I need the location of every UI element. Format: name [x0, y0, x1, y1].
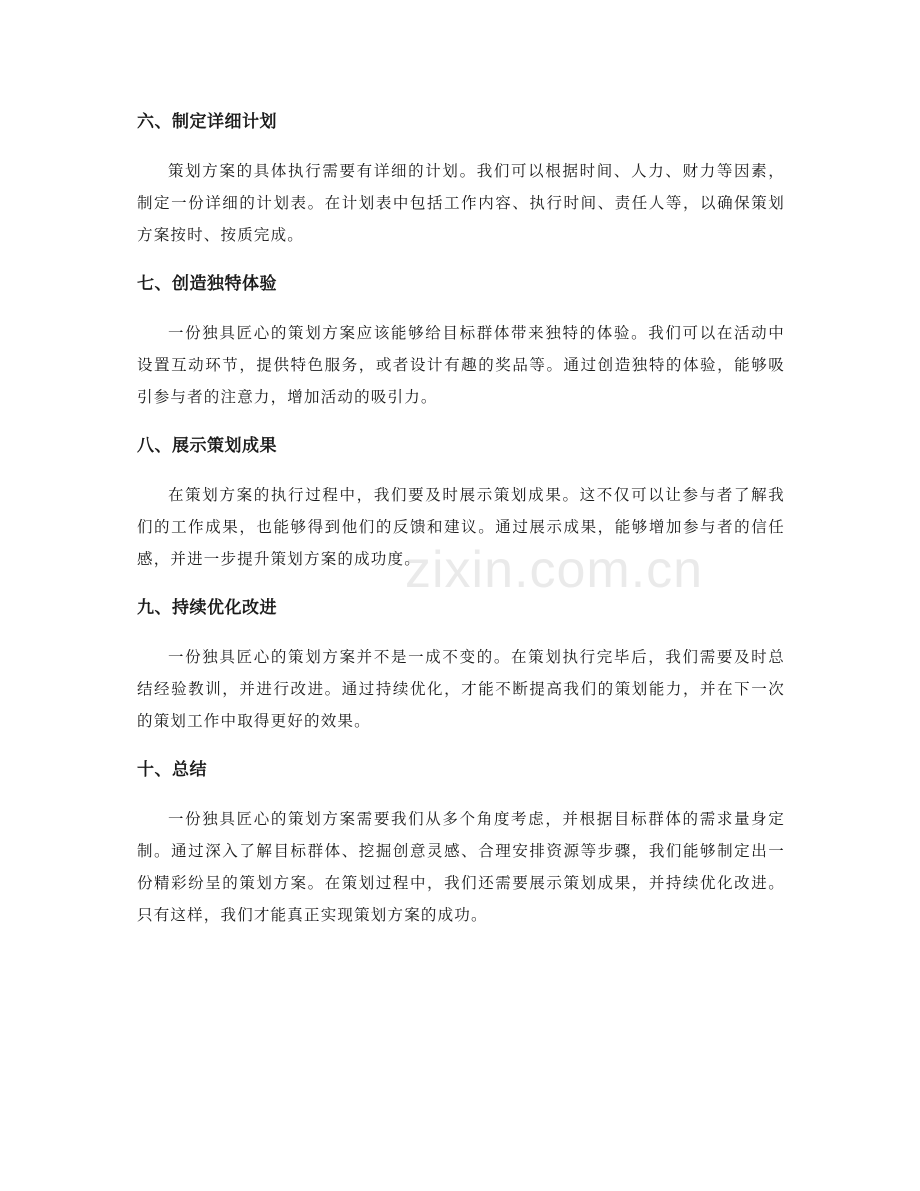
section-paragraph: 在策划方案的执行过程中，我们要及时展示策划成果。这不仅可以让参与者了解我们的工作成果，也能够得到他们的反馈和建议。通过展示成果，能够增加参与者的信任感，并进一步提升策划方案的成功度。 — [137, 486, 785, 568]
section-heading: 九、持续优化改进 — [137, 598, 277, 618]
section-heading: 六、制定详细计划 — [137, 112, 277, 132]
watermark: zixin.com.cn — [405, 541, 704, 599]
section-optimize — [137, 592, 785, 737]
section-plan — [137, 106, 785, 251]
section-heading: 八、展示策划成果 — [137, 436, 277, 456]
document-content — [137, 106, 785, 948]
section-heading: 七、创造独特体验 — [137, 274, 277, 294]
section-results — [137, 430, 785, 575]
section-paragraph: 策划方案的具体执行需要有详细的计划。我们可以根据时间、人力、财力等因素，制定一份详细的计划表。在计划表中包括工作内容、执行时间、责任人等，以确保策划方案按时、按质完成。 — [137, 162, 785, 244]
section-summary — [137, 754, 785, 931]
section-heading: 十、总结 — [137, 760, 207, 780]
section-paragraph: 一份独具匠心的策划方案并不是一成不变的。在策划执行完毕后，我们需要及时总结经验教训，并进行改进。通过持续优化，才能不断提高我们的策划能力，并在下一次的策划工作中取得更好的效果。 — [137, 648, 785, 730]
section-paragraph: 一份独具匠心的策划方案应该能够给目标群体带来独特的体验。我们可以在活动中设置互动环节，提供特色服务，或者设计有趣的奖品等。通过创造独特的体验，能够吸引参与者的注意力，增加活动的吸引力。 — [137, 324, 785, 406]
section-experience — [137, 268, 785, 413]
section-paragraph: 一份独具匠心的策划方案需要我们从多个角度考虑，并根据目标群体的需求量身定制。通过深入了解目标群体、挖掘创意灵感、合理安排资源等步骤，我们能够制定出一份精彩纷呈的策划方案。在策划过程中，我们还需要展示策划成果，并持续优化改进。只有这样，我们才能真正实现策划方案的成功。 — [137, 810, 785, 924]
